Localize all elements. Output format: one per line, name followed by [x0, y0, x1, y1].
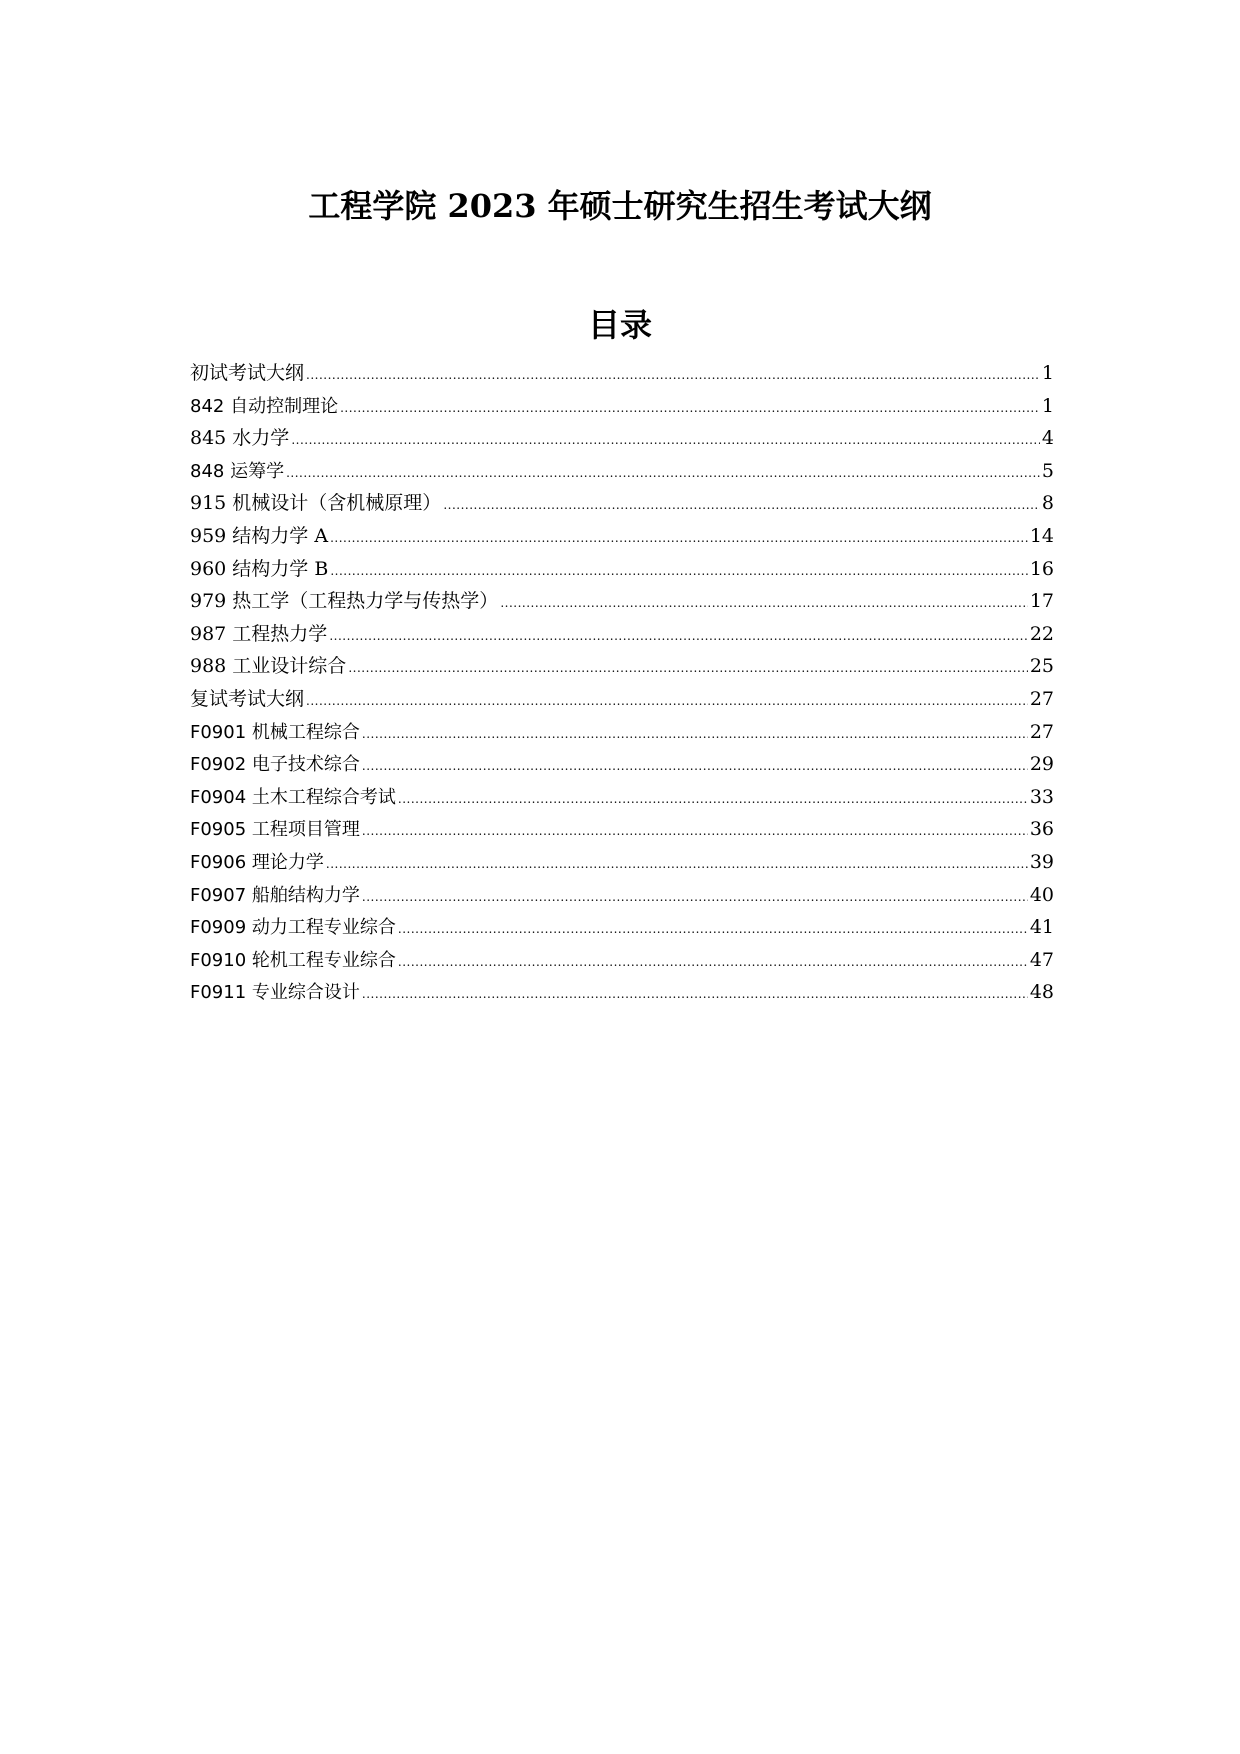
toc-entry-page: 39 [1029, 850, 1054, 873]
toc-entry-label: F0907 船舶结构力学 [190, 884, 360, 906]
toc-entry-label: 959 结构力学 A [190, 524, 329, 547]
toc-entry-label: 845 水力学 [190, 427, 290, 450]
toc-entry-label: F0905 工程项目管理 [190, 819, 360, 841]
toc-entry[interactable] [190, 817, 1054, 850]
toc-leader-dots [330, 557, 1028, 583]
toc-entry-page: 1 [1041, 394, 1054, 417]
toc-leader-dots [362, 817, 1028, 843]
toc-leader-dots [398, 948, 1028, 974]
toc-entry-label: F0901 机械工程综合 [190, 721, 360, 743]
toc-entry[interactable] [190, 491, 1054, 524]
toc-leader-dots [500, 589, 1028, 615]
toc-entry[interactable] [190, 720, 1054, 753]
toc-entry-page: 27 [1029, 720, 1054, 743]
toc-leader-dots [306, 361, 1040, 387]
toc-entry[interactable] [190, 915, 1054, 948]
toc-entry[interactable] [190, 524, 1054, 557]
toc-entry-page: 25 [1029, 655, 1054, 678]
toc-entry-label: 988 工业设计综合 [190, 655, 347, 678]
toc-entry[interactable] [190, 654, 1054, 687]
toc-entry-page: 5 [1041, 459, 1054, 482]
toc-entry[interactable] [190, 557, 1054, 590]
toc-leader-dots [340, 394, 1040, 420]
toc-leader-dots [362, 720, 1028, 746]
toc-entry[interactable] [190, 426, 1054, 459]
toc-entry-page: 27 [1029, 687, 1054, 710]
toc-entry-label: 848 运筹学 [190, 460, 285, 482]
toc-entry-label: F0904 土木工程综合考试 [190, 786, 396, 808]
toc-entry[interactable] [190, 361, 1054, 394]
toc-entry[interactable] [190, 622, 1054, 655]
toc-entry-label: 复试考试大纲 [190, 687, 305, 710]
toc-entry-label: 979 热工学（工程热力学与传热学） [190, 590, 499, 613]
toc-entry-label: 915 机械设计（含机械原理） [190, 492, 442, 515]
toc-entry[interactable] [190, 850, 1054, 883]
toc-leader-dots [286, 459, 1040, 485]
toc-leader-dots [348, 654, 1028, 680]
toc-entry-page: 14 [1029, 524, 1054, 547]
toc-entry-label: F0909 动力工程专业综合 [190, 917, 396, 939]
toc-entry-label: 987 工程热力学 [190, 622, 328, 645]
toc-entry-label: F0906 理论力学 [190, 851, 324, 873]
table-of-contents [190, 361, 1054, 1013]
toc-entry[interactable] [190, 459, 1054, 492]
toc-entry-page: 8 [1041, 492, 1054, 515]
toc-leader-dots [398, 915, 1028, 941]
toc-entry-label: F0902 电子技术综合 [190, 754, 360, 776]
toc-leader-dots [398, 785, 1028, 811]
toc-entry-label: 960 结构力学 B [190, 557, 329, 580]
toc-leader-dots [291, 426, 1040, 452]
toc-entry-label: 初试考试大纲 [190, 362, 305, 384]
toc-leader-dots [306, 687, 1028, 713]
toc-entry-label: 842 自动控制理论 [190, 395, 339, 417]
toc-entry-page: 1 [1041, 362, 1054, 384]
toc-entry-page: 36 [1029, 818, 1054, 841]
toc-entry-label: F0911 专业综合设计 [190, 982, 360, 1004]
toc-entry-page: 17 [1029, 590, 1054, 613]
toc-entry[interactable] [190, 980, 1054, 1013]
toc-leader-dots [326, 850, 1028, 876]
toc-entry[interactable] [190, 948, 1054, 981]
toc-entry-page: 48 [1029, 981, 1054, 1004]
toc-entry-page: 22 [1029, 622, 1054, 645]
toc-leader-dots [329, 622, 1028, 648]
toc-entry[interactable] [190, 752, 1054, 785]
toc-entry[interactable] [190, 687, 1054, 720]
toc-leader-dots [330, 524, 1028, 550]
toc-entry[interactable] [190, 883, 1054, 916]
toc-entry-page: 4 [1041, 427, 1054, 450]
page-title: 工程学院 2023 年硕士研究生招生考试大纲 [308, 187, 932, 225]
toc-entry-page: 29 [1029, 753, 1054, 776]
toc-entry-page: 41 [1029, 916, 1054, 939]
toc-leader-dots [362, 883, 1028, 909]
toc-entry-label: F0910 轮机工程专业综合 [190, 949, 396, 971]
toc-leader-dots [362, 752, 1028, 778]
toc-entry[interactable] [190, 589, 1054, 622]
toc-entry-page: 47 [1029, 948, 1054, 971]
toc-entry-page: 33 [1029, 785, 1054, 808]
toc-entry[interactable] [190, 394, 1054, 427]
toc-entry-page: 40 [1029, 883, 1054, 906]
toc-leader-dots [443, 491, 1040, 517]
toc-heading: 目录 [587, 306, 652, 344]
toc-entry-page: 16 [1029, 557, 1054, 580]
toc-leader-dots [362, 980, 1028, 1006]
toc-entry[interactable] [190, 785, 1054, 818]
